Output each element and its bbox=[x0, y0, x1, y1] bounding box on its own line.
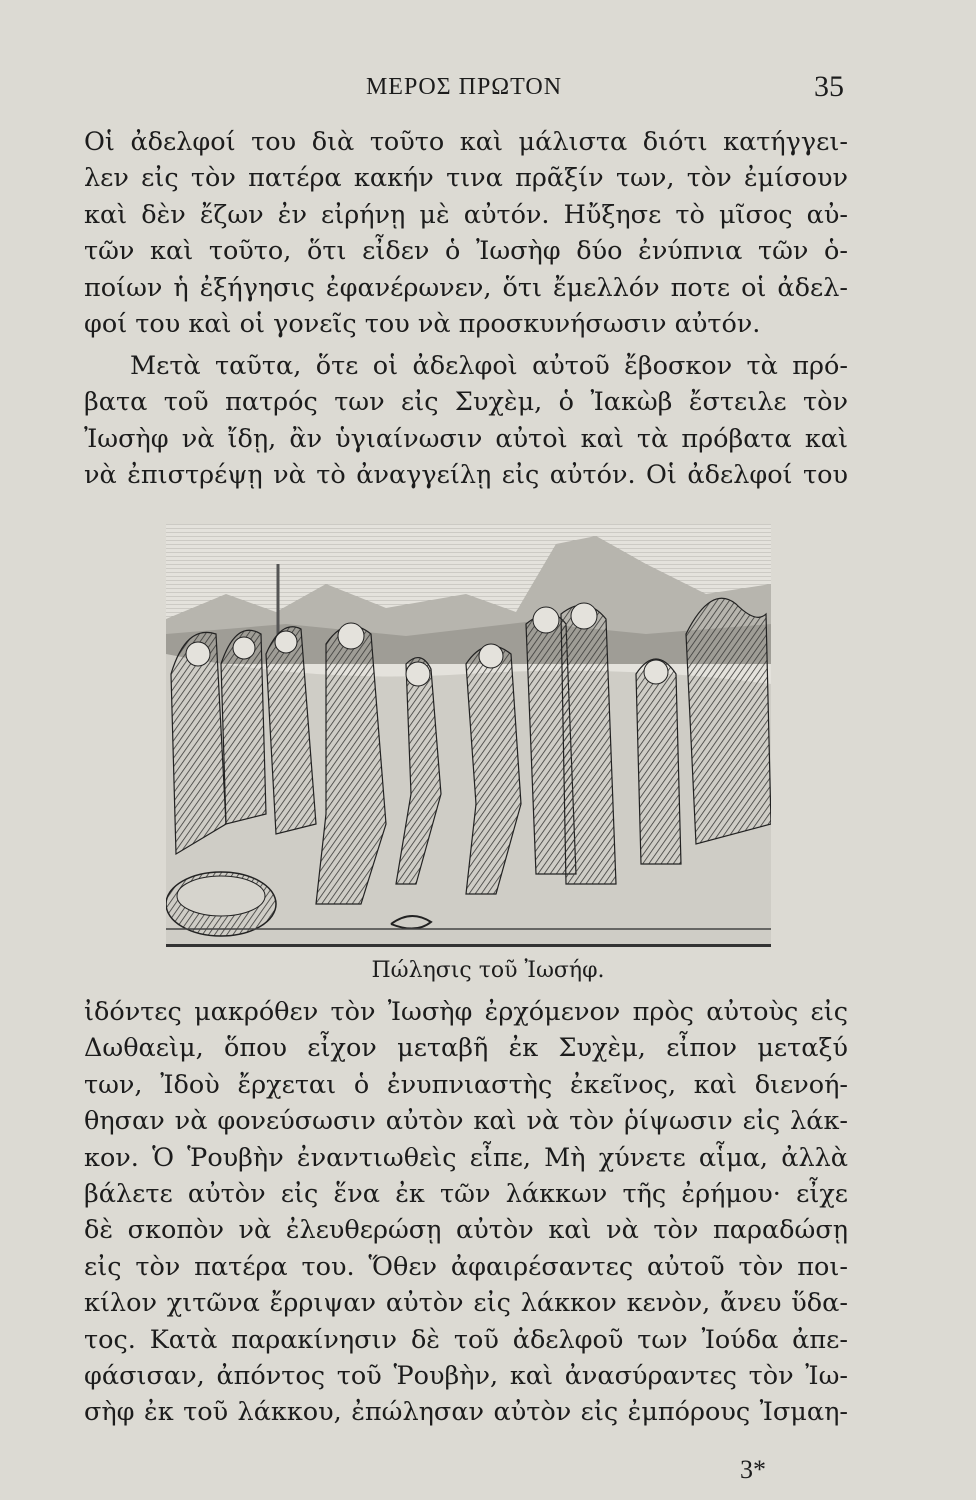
text-line: Οἱ ἀδελφοί του διὰ τοῦτο καὶ μάλιστα διότι κατήγγει- bbox=[84, 127, 848, 157]
text-line: βάλετε αὐτὸν εἰς ἕνα ἐκ τῶν λάκκων τῆς ἐρήμου· εἶχε bbox=[84, 1179, 848, 1210]
text-line: Δωθαεὶμ, ὅπου εἶχον μεταβῆ ἐκ Συχὲμ, εἶπον μεταξύ bbox=[84, 1033, 848, 1064]
text-line: κον. Ὁ Ῥουβὴν ἐναντιωθεὶς εἶπε, Μὴ χύνετε αἷμα, ἀλλὰ bbox=[84, 1142, 848, 1173]
page-number: 35 bbox=[814, 70, 844, 103]
text-line: κίλον χιτῶνα ἔρριψαν αὐτὸν εἰς λάκκον κενὸν, ἄνευ ὕδα- bbox=[84, 1288, 848, 1319]
text-line: Ἰωσὴφ νὰ ἴδῃ, ἂν ὑγιαίνωσιν αὐτοὶ καὶ τὰ πρόβατα καὶ bbox=[84, 423, 848, 454]
text-line: τος. Κατὰ παρακίνησιν δὲ τοῦ ἀδελφοῦ των Ἰούδα ἀπε- bbox=[84, 1324, 848, 1355]
engraving-illustration bbox=[166, 524, 771, 947]
text-line: νὰ ἐπιστρέψῃ νὰ τὸ ἀναγγείλῃ εἰς αὐτόν. Οἱ ἀδελφοί του bbox=[84, 460, 848, 491]
signature-mark: 3* bbox=[740, 1455, 766, 1484]
text-line: σὴφ ἐκ τοῦ λάκκου, ἐπώλησαν αὐτὸν εἰς ἐμπόρους Ἰσμαη- bbox=[84, 1397, 848, 1428]
text-line: φοί του καὶ οἱ γονεῖς του νὰ προσκυνήσωσιν αὐτόν. bbox=[84, 309, 761, 340]
illustration-caption: Πώλησις τοῦ Ἰωσήφ. bbox=[371, 958, 605, 983]
paragraph-2 bbox=[84, 348, 848, 494]
running-head: ΜΕΡΟΣ ΠΡΩΤΟΝ bbox=[365, 74, 563, 100]
text-line: καὶ δὲν ἔζων ἐν εἰρήνῃ μὲ αὐτόν. Ηὔξησε τὸ μῖσος αὐ- bbox=[84, 199, 848, 230]
paragraph-3 bbox=[84, 994, 848, 1431]
text-line: εἰς τὸν πατέρα του. Ὅθεν ἀφαιρέσαντες αὐτοῦ τὸν ποι- bbox=[84, 1251, 848, 1282]
text-line: φάσισαν, ἀπόντος τοῦ Ῥουβὴν, καὶ ἀνασύραντες τὸν Ἰω- bbox=[84, 1361, 848, 1392]
page-header bbox=[84, 70, 844, 114]
text-line: των, Ἰδοὺ ἔρχεται ὁ ἐνυπνιαστὴς ἐκεῖνος, καὶ διενοή- bbox=[84, 1069, 848, 1100]
text-line: θησαν νὰ φονεύσωσιν αὐτὸν καὶ νὰ τὸν ῥίψωσιν εἰς λάκ- bbox=[84, 1106, 848, 1137]
text-line: ποίων ἡ ἐξήγησις ἐφανέρωνεν, ὅτι ἔμελλόν ποτε οἱ ἀδελ- bbox=[84, 272, 848, 303]
engraving-drawing bbox=[166, 524, 771, 944]
text-line: βατα τοῦ πατρός των εἰς Συχὲμ, ὁ Ἰακὼβ ἔστειλε τὸν bbox=[84, 387, 848, 418]
text-line: τῶν καὶ τοῦτο, ὅτι εἶδεν ὁ Ἰωσὴφ δύο ἐνύπνια τῶν ὁ- bbox=[84, 236, 848, 267]
text-line: Μετὰ ταῦτα, ὅτε οἱ ἀδελφοὶ αὐτοῦ ἔβοσκον τὰ πρό- bbox=[130, 351, 848, 381]
text-line: λεν εἰς τὸν πατέρα κακήν τινα πρᾶξίν των, τὸν ἐμίσουν bbox=[84, 163, 848, 194]
paragraph-1 bbox=[84, 124, 848, 342]
text-line: ἰδόντες μακρόθεν τὸν Ἰωσὴφ ἐρχόμενον πρὸς αὐτοὺς εἰς bbox=[84, 997, 848, 1027]
text-line: δὲ σκοπὸν νὰ ἐλευθερώσῃ αὐτὸν καὶ νὰ τὸν παραδώσῃ bbox=[84, 1215, 848, 1246]
